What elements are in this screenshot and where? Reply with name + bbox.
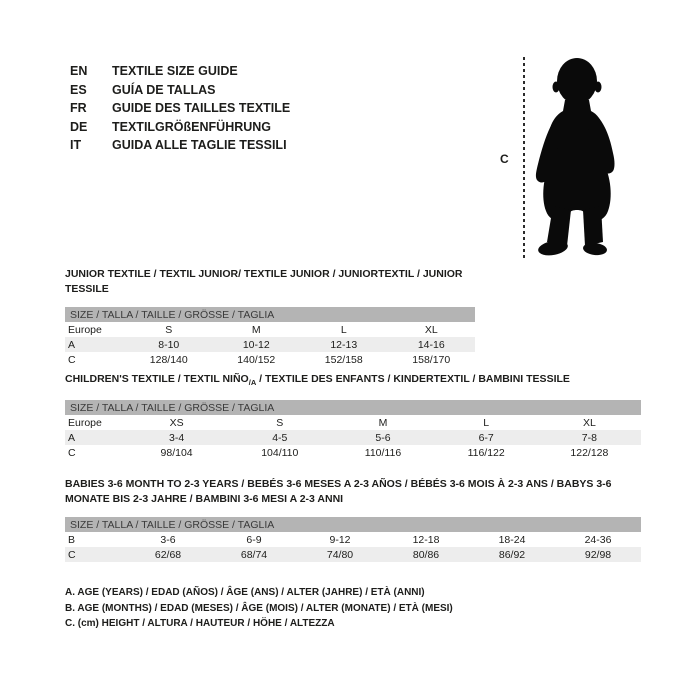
row-label-cell: B (68, 533, 76, 546)
size-cell: S (165, 323, 173, 336)
size-header-cell: SIZE / TALLA / TAILLE / GRÖSSE / TAGLIA (65, 517, 641, 532)
value-cell: 24-36 (584, 533, 612, 546)
value-cell: 7-8 (538, 430, 641, 445)
row-label-cell: C (65, 547, 125, 562)
table-row (65, 445, 641, 460)
language-row-en (70, 62, 290, 81)
section-babies-textile (65, 477, 641, 562)
section-title (65, 477, 641, 507)
table-row (65, 322, 475, 337)
value-cell: 116/122 (467, 446, 505, 459)
language-label: GUÍA DE TALLAS (112, 82, 216, 97)
babies-size-table (65, 517, 641, 562)
table-header-row (65, 400, 641, 415)
value-cell: 3-6 (160, 533, 176, 546)
language-code: FR (70, 101, 87, 115)
value-cell: 80/86 (383, 547, 469, 562)
section-title-subscript: /A (248, 378, 257, 388)
row-label-cell: C (68, 446, 76, 459)
section-title-text: / TEXTILE DES ENFANTS / KINDERTEXTIL / BAMBINI TESSILE (256, 373, 570, 385)
row-label-cell: Europe (68, 416, 102, 429)
value-cell: 74/80 (297, 547, 383, 562)
value-cell: 152/158 (324, 353, 363, 366)
baby-silhouette-image (531, 56, 623, 258)
language-row-de (70, 118, 290, 137)
value-cell: 12-13 (300, 337, 388, 352)
row-label-cell: Europe (68, 323, 102, 336)
value-cell: 14-16 (388, 337, 476, 352)
size-cell: XS (169, 416, 184, 429)
table-row (65, 430, 641, 445)
size-header-cell: SIZE / TALLA / TAILLE / GRÖSSE / TAGLIA (65, 400, 641, 415)
language-code: EN (70, 64, 88, 78)
value-cell: 62/68 (125, 547, 211, 562)
language-label: TEXTILE SIZE GUIDE (112, 64, 238, 78)
value-cell: 18-24 (498, 533, 526, 546)
row-label-cell: C (68, 353, 76, 366)
size-cell: M (378, 416, 388, 429)
value-cell: 6-7 (435, 430, 538, 445)
language-row-it (70, 136, 290, 155)
footnote-a: A. AGE (YEARS) / EDAD (AÑOS) / ÂGE (ANS) / ALTER (JAHRE) / ETÀ (ANNI) (65, 587, 425, 598)
size-cell: S (276, 416, 284, 429)
section-title-text: BABIES 3-6 MONTH TO 2-3 YEARS / BEBÉS 3-6 MESES A 2-3 AÑOS / BÉBÉS 3-6 MOIS À 2-3 ANS / BABYS 3-6 MONATE BIS 2-3 JAHRE / BAMBINI 3-6 MESI A 2-3 ANNI (65, 478, 612, 505)
value-cell: 98/104 (160, 446, 193, 459)
language-row-fr (70, 99, 290, 118)
table-header-row (65, 517, 641, 532)
height-measure-dashed-line (523, 57, 525, 260)
value-cell: 3-4 (125, 430, 228, 445)
value-cell: 158/170 (412, 353, 451, 366)
value-cell: 92/98 (555, 547, 641, 562)
table-row (65, 352, 475, 367)
language-list (70, 62, 290, 155)
table-row (65, 337, 475, 352)
value-cell: 5-6 (331, 430, 434, 445)
table-header-row (65, 307, 475, 322)
size-cell: L (340, 323, 347, 336)
value-cell: 4-5 (228, 430, 331, 445)
size-cell: L (483, 416, 490, 429)
table-row (65, 532, 641, 547)
size-cell: XL (582, 416, 596, 429)
language-label: GUIDE DES TAILLES TEXTILE (112, 101, 291, 115)
value-cell: 122/128 (570, 446, 609, 459)
row-label-cell: A (65, 430, 125, 445)
section-junior-textile (65, 267, 475, 367)
language-code: ES (70, 82, 87, 97)
childrens-size-table (65, 400, 641, 460)
language-row-es (70, 81, 290, 100)
height-measure-label: C (500, 152, 509, 166)
table-row (65, 547, 641, 562)
section-childrens-textile (65, 372, 641, 460)
footnotes (65, 585, 585, 632)
size-cell: XL (424, 323, 438, 336)
junior-size-table (65, 307, 475, 367)
value-cell: 8-10 (125, 337, 213, 352)
table-row (65, 415, 641, 430)
value-cell: 128/140 (149, 353, 188, 366)
value-cell: 110/116 (364, 446, 402, 459)
section-title-text: CHILDREN'S TEXTILE / TEXTIL NIÑO (65, 373, 249, 385)
size-cell: M (251, 323, 261, 336)
language-label: GUIDA ALLE TAGLIE TESSILI (112, 138, 287, 152)
section-title-text: JUNIOR TEXTILE / TEXTIL JUNIOR/ TEXTILE JUNIOR / JUNIORTEXTIL / JUNIOR TESSILE (65, 268, 463, 295)
footnote-b: B. AGE (MONTHS) / EDAD (MESES) / ÂGE (MOIS) / ALTER (MONATE) / ETÀ (MESI) (65, 602, 453, 614)
language-label: TEXTILGRÖßENFÜHRUNG (112, 119, 272, 134)
row-label-cell: A (65, 337, 125, 352)
section-title (65, 372, 641, 390)
language-code: IT (70, 138, 82, 152)
value-cell: 68/74 (211, 547, 297, 562)
section-title (65, 267, 475, 297)
value-cell: 6-9 (246, 533, 262, 546)
size-header-cell: SIZE / TALLA / TAILLE / GRÖSSE / TAGLIA (65, 307, 475, 322)
value-cell: 10-12 (213, 337, 301, 352)
value-cell: 86/92 (469, 547, 555, 562)
footnote-c: C. (cm) HEIGHT / ALTURA / HAUTEUR / HÖHE / ALTEZZA (65, 618, 335, 629)
value-cell: 140/152 (237, 353, 276, 366)
value-cell: 104/110 (261, 446, 299, 459)
value-cell: 9-12 (329, 533, 351, 546)
value-cell: 12-18 (412, 533, 440, 546)
language-code: DE (70, 119, 88, 134)
